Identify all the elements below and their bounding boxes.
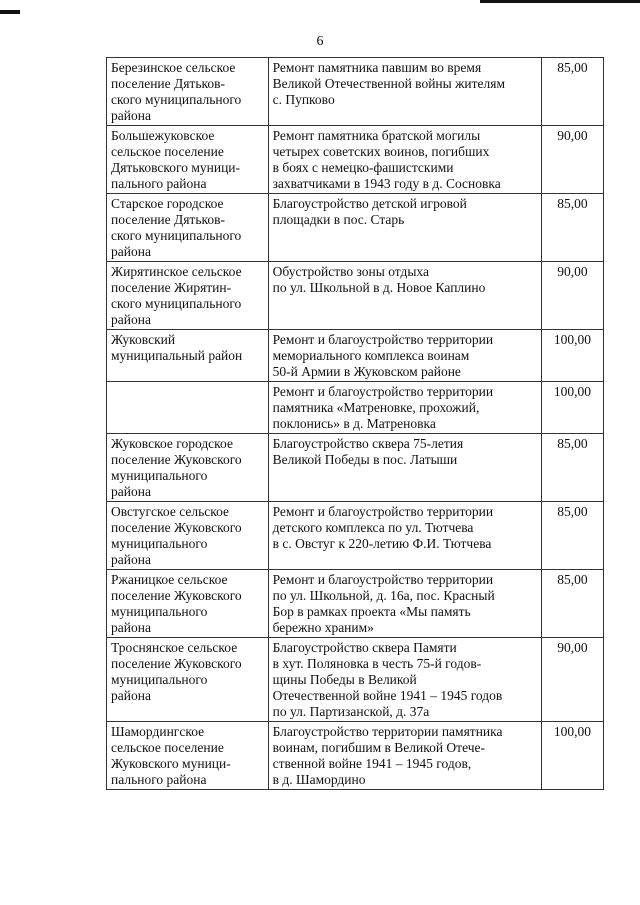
amount-cell: 90,00 (541, 126, 603, 194)
recipient-cell (107, 722, 269, 790)
table-row (107, 570, 604, 638)
recipient-line: поселение Жуковского (111, 520, 242, 535)
recipient-line: района (111, 312, 151, 327)
project-line: захватчиками в 1943 году в д. Сосновка (272, 176, 501, 191)
project-line: Великой Отечественной войны жителям (272, 76, 506, 91)
amount-cell: 85,00 (541, 502, 603, 570)
project-cell (268, 126, 541, 194)
recipient-line: ского муниципального (111, 296, 242, 311)
recipient-line: поселение Жирятин- (111, 280, 232, 295)
project-line: Обустройство зоны отдыха (272, 264, 429, 279)
recipient-line: поселение Жуковского (111, 588, 242, 603)
project-line: в хут. Поляновка в честь 75-й годов- (272, 656, 482, 671)
amount-cell: 90,00 (541, 262, 603, 330)
recipient-cell (107, 58, 269, 126)
project-line: ственной войне 1941 – 1945 годов, (272, 756, 472, 771)
amount-cell: 85,00 (541, 570, 603, 638)
project-line: в с. Овстуг к 220-летию Ф.И. Тютчева (272, 536, 492, 551)
table-row (107, 58, 604, 126)
table-row (107, 638, 604, 722)
table-row (107, 330, 604, 382)
project-line: детского комплекса по ул. Тютчева (272, 520, 474, 535)
project-line: Ремонт и благоустройство территории (272, 384, 494, 399)
recipient-line: Ржаницкое сельское (111, 572, 228, 587)
recipient-line: Березинское сельское (111, 60, 236, 75)
project-line: в д. Шамордино (272, 772, 366, 787)
recipient-line: Старское городское (111, 196, 224, 211)
amount-cell: 100,00 (541, 330, 603, 382)
table-row (107, 262, 604, 330)
recipient-line: поселение Дятьков- (111, 212, 225, 227)
project-line: памятника «Матреновке, прохожий, (272, 400, 480, 415)
recipient-line: муниципального (111, 672, 208, 687)
project-line: площадки в пос. Старь (272, 212, 405, 227)
recipient-line: сельское поселение (111, 144, 224, 159)
recipient-cell (107, 330, 269, 382)
recipient-line: Жуковское городское (111, 436, 233, 451)
table-body (107, 58, 604, 790)
project-line: Ремонт и благоустройство территории (272, 572, 494, 587)
recipient-cell (107, 126, 269, 194)
project-line: по ул. Партизанской, д. 37а (272, 704, 430, 719)
recipient-line: сельское поселение (111, 740, 224, 755)
amount-cell: 100,00 (541, 382, 603, 434)
recipient-line: района (111, 552, 151, 567)
project-line: Отечественной войне 1941 – 1945 годов (272, 688, 503, 703)
project-line: поклонись» в д. Матреновка (272, 416, 436, 431)
project-line: по ул. Школьной, д. 16а, пос. Красный (272, 588, 495, 603)
project-line: четырех советских воинов, погибших (272, 144, 490, 159)
project-line: по ул. Школьной в д. Новое Каплино (272, 280, 486, 295)
recipient-line: поселение Жуковского (111, 656, 242, 671)
amount-cell: 85,00 (541, 194, 603, 262)
recipient-line: Жуковского муници- (111, 756, 231, 771)
recipient-line: Жирятинское сельское (111, 264, 242, 279)
project-line: с. Пупково (272, 92, 335, 107)
project-cell (268, 434, 541, 502)
project-cell (268, 330, 541, 382)
recipient-cell (107, 434, 269, 502)
project-cell (268, 502, 541, 570)
project-line: Великой Победы в пос. Латыши (272, 452, 458, 467)
project-line: бережно храним» (272, 620, 374, 635)
recipient-line: Троснянское сельское (111, 640, 238, 655)
table-row (107, 434, 604, 502)
amount-cell: 85,00 (541, 58, 603, 126)
project-line: Ремонт и благоустройство территории (272, 332, 494, 347)
project-cell (268, 262, 541, 330)
recipient-line: пального района (111, 772, 207, 787)
recipient-line: муниципальный район (111, 348, 243, 363)
project-line: Благоустройство территории памятника (272, 724, 503, 739)
recipient-line: Большежуковское (111, 128, 215, 143)
amount-cell: 100,00 (541, 722, 603, 790)
recipient-cell (107, 638, 269, 722)
project-line: Бор в рамках проекта «Мы память (272, 604, 471, 619)
recipient-line: муниципального (111, 468, 208, 483)
table-row (107, 382, 604, 434)
project-line: Благоустройство сквера 75-летия (272, 436, 464, 451)
project-line: Ремонт памятника братской могилы (272, 128, 481, 143)
project-cell (268, 638, 541, 722)
table-row (107, 502, 604, 570)
recipient-line: поселение Дятьков- (111, 76, 225, 91)
page-number: 6 (316, 34, 324, 49)
recipient-line: ского муниципального (111, 228, 242, 243)
table-row (107, 126, 604, 194)
recipient-cell (107, 502, 269, 570)
project-line: Благоустройство сквера Памяти (272, 640, 457, 655)
project-line: мемориального комплекса воинам (272, 348, 470, 363)
project-line: 50-й Армии в Жуковском районе (272, 364, 461, 379)
recipient-line: района (111, 688, 151, 703)
recipient-line: Дятьковского муници- (111, 160, 241, 175)
recipient-cell (107, 570, 269, 638)
funding-table (106, 57, 604, 790)
recipient-line: муниципального (111, 536, 208, 551)
recipient-line: района (111, 108, 151, 123)
recipient-line: района (111, 244, 151, 259)
amount-cell: 85,00 (541, 434, 603, 502)
project-line: щины Победы в Великой (272, 672, 417, 687)
project-cell (268, 722, 541, 790)
project-line: Ремонт и благоустройство территории (272, 504, 494, 519)
project-cell (268, 194, 541, 262)
recipient-cell (107, 382, 269, 434)
recipient-line: Шамордингское (111, 724, 205, 739)
recipient-line: ского муниципального (111, 92, 242, 107)
recipient-line: поселение Жуковского (111, 452, 242, 467)
table-row (107, 194, 604, 262)
project-line: Благоустройство детской игровой (272, 196, 467, 211)
recipient-line: Овстугское сельское (111, 504, 230, 519)
project-cell (268, 382, 541, 434)
recipient-line: пального района (111, 176, 207, 191)
project-cell (268, 58, 541, 126)
scan-edge-mark (480, 0, 640, 3)
project-cell (268, 570, 541, 638)
recipient-line: муниципального (111, 604, 208, 619)
table-row (107, 722, 604, 790)
project-line: воинам, погибшим в Великой Отече- (272, 740, 486, 755)
recipient-line: района (111, 620, 151, 635)
recipient-line: района (111, 484, 151, 499)
project-line: Ремонт памятника павшим во время (272, 60, 482, 75)
recipient-cell (107, 262, 269, 330)
scan-edge-mark (0, 10, 20, 14)
recipient-cell (107, 194, 269, 262)
recipient-line: Жуковский (111, 332, 176, 347)
amount-cell: 90,00 (541, 638, 603, 722)
project-line: в боях с немецко-фашистскими (272, 160, 454, 175)
